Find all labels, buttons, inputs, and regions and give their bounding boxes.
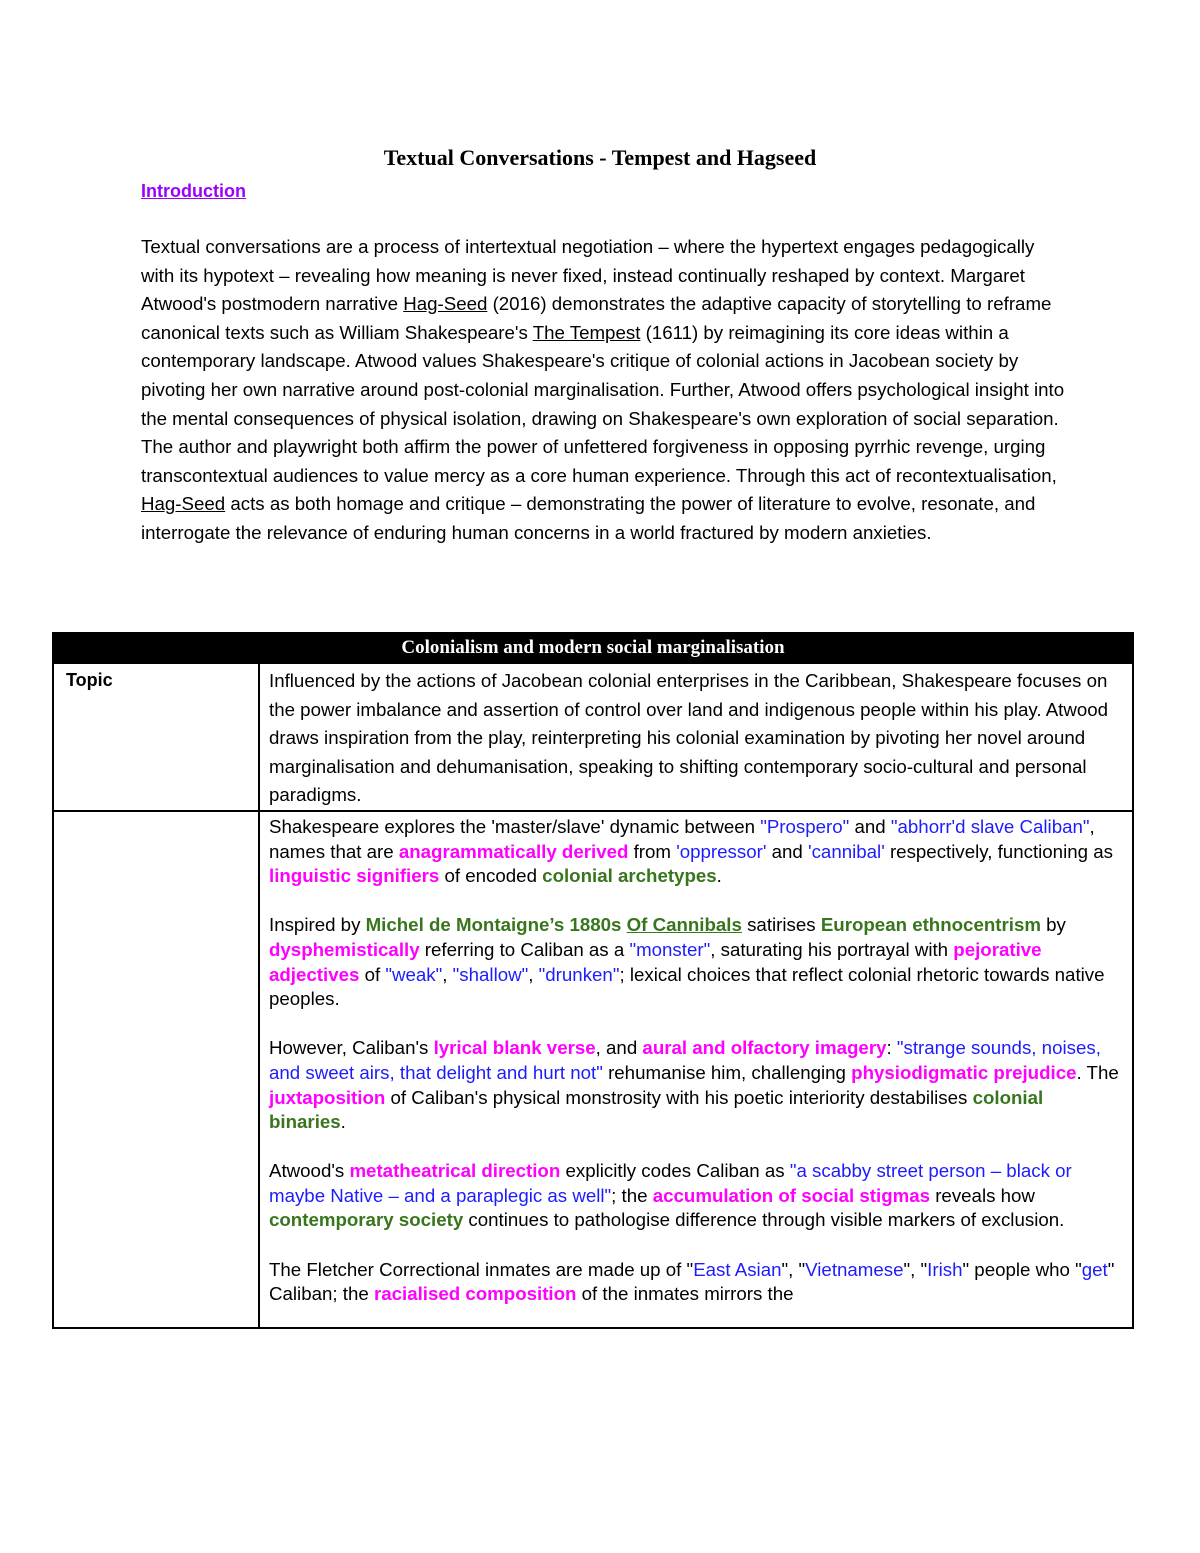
topic-label: Topic (66, 670, 113, 690)
text: ", " (781, 1258, 806, 1280)
quote: "strange sounds, noises, and sweet airs, that delight and hurt not" (269, 1037, 1101, 1083)
quote: get (1081, 1258, 1108, 1280)
quote: East Asian (693, 1258, 782, 1280)
quote: "Prospero" (760, 815, 850, 837)
text: " people who " (962, 1258, 1082, 1280)
technique: physiodigmatic prejudice (851, 1061, 1077, 1083)
technique: anagrammatically derived (398, 840, 629, 862)
text: satirises (741, 914, 821, 936)
text: Inspired by (269, 914, 366, 936)
technique: juxtaposition (269, 1086, 386, 1108)
text: . (340, 1111, 346, 1133)
context: colonial binaries (269, 1086, 1044, 1133)
technique: racialised composition (373, 1283, 577, 1305)
analysis-paragraph (269, 913, 1122, 1011)
text: , (442, 963, 453, 985)
intro-text: (1611) by reimagining its core ideas within a contemporary landscape. Atwood values Shakespeare's critique of colonial actions in Jacobean society by pivoting her own narrative around post-colonial marginalisation. Further, Atwood offers psychological insight into the mental consequences of physical isolation, drawing on Shakespeare's own exploration of social separation. The author and playwright both affirm the power of unfettered forgiveness in opposing pyrrhic revenge, urging transcontextual audiences to value mercy as a core human experience. Through this act of recontextualisation, (141, 321, 1065, 486)
text: The Fletcher Correctional inmates are made up of " (269, 1258, 694, 1280)
context: contemporary society (269, 1209, 464, 1231)
text: Shakespeare explores the 'master/slave' dynamic between (269, 815, 761, 837)
empty-cell (53, 811, 259, 1328)
quote: Vietnamese (805, 1258, 904, 1280)
table-row (53, 811, 1133, 1328)
intro-text: (2016) demonstrates the adaptive capacity of storytelling to reframe canonical texts such as William Shakespeare's (141, 293, 1052, 343)
text: respectively, functioning as (884, 840, 1113, 862)
topic-text-cell (259, 663, 1133, 811)
text: : (886, 1037, 897, 1059)
text: . (716, 865, 722, 887)
table-row (53, 663, 1133, 811)
intro-text: acts as both homage and critique – demonstrating the power of literature to evolve, resonate, and interrogate the relevance of enduring human concerns in a world fractured by modern anxieties. (141, 493, 1036, 543)
quote: "monster" (629, 938, 711, 960)
table-header: Colonialism and modern social marginalisation (53, 633, 1133, 663)
text: However, Caliban's (269, 1037, 434, 1059)
quote: 'oppressor' (676, 840, 767, 862)
text: , and (595, 1037, 643, 1059)
context-title: Of Cannibals (626, 914, 742, 936)
document-title: Textual Conversations - Tempest and Hagseed (383, 145, 817, 170)
quote: "a scabby street person – black or maybe Native – and a paraplegic as well" (269, 1160, 1072, 1206)
quote: Irish (927, 1258, 963, 1280)
topic-label-cell (53, 663, 259, 811)
technique: lyrical blank verse (433, 1037, 596, 1059)
analysis-table (52, 632, 1134, 1329)
text: Atwood's (269, 1160, 350, 1182)
text: continues to pathologise difference through visible markers of exclusion. (463, 1209, 1065, 1231)
quote: 'cannibal' (808, 840, 885, 862)
text: by (1040, 914, 1066, 936)
intro-text: Textual conversations are a process of intertextual negotiation – where the hypertext engages pedagogically with its hypotext – revealing how meaning is never fixed, instead continually reshaped by context. Margaret Atwood's postmodern narrative (141, 236, 1035, 315)
analysis-paragraph (269, 1159, 1122, 1233)
technique: accumulation of social stigmas (652, 1184, 931, 1206)
text: , (528, 963, 539, 985)
technique: linguistic signifiers (269, 865, 440, 887)
text-title-hagseed: Hag-Seed (141, 493, 226, 515)
text: referring to Caliban as a (419, 938, 630, 960)
quote: "drunken" (538, 963, 620, 985)
context: European ethnocentrism (820, 914, 1041, 936)
text: of Caliban's physical monstrosity with his poetic interiority destabilises (385, 1086, 973, 1108)
text: and (849, 815, 891, 837)
analysis-content (260, 812, 1132, 1327)
context: colonial archetypes (542, 865, 717, 887)
text: explicitly codes Caliban as (560, 1160, 790, 1182)
technique: metatheatrical direction (349, 1160, 561, 1182)
text: ; the (611, 1184, 653, 1206)
topic-text: Influenced by the actions of Jacobean colonial enterprises in the Caribbean, Shakespeare focuses on the power imbalance and assertion of control over land and indigenous people within his play. Atwood draws inspiration from the play, reinterpreting his colonial examination by pivoting her novel around marginalisation and dehumanisation, speaking to shifting contemporary socio-cultural and personal paradigms. (269, 670, 1109, 806)
analysis-paragraph (269, 1036, 1122, 1134)
text: of (359, 963, 386, 985)
text: , names that are (269, 815, 1095, 862)
text: of encoded (439, 865, 543, 887)
context: Michel de Montaigne’s 1880s (365, 914, 627, 936)
intro-paragraph (141, 233, 1066, 548)
analysis-paragraph (269, 815, 1122, 889)
text: and (766, 840, 809, 862)
technique: dysphemistically (269, 938, 420, 960)
text-title-tempest: The Tempest (532, 321, 641, 343)
technique: pejorative adjectives (269, 938, 1042, 985)
text: " Caliban; the (269, 1258, 1115, 1305)
text: from (628, 840, 677, 862)
text-title-hagseed: Hag-Seed (403, 293, 488, 315)
text: ; lexical choices that reflect colonial rhetoric towards native peoples. (269, 963, 1105, 1010)
text: of the inmates mirrors the (576, 1283, 794, 1305)
technique: aural and olfactory imagery (642, 1037, 887, 1059)
quote: "shallow" (452, 963, 529, 985)
text: . The (1076, 1061, 1119, 1083)
quote: "abhorr'd slave Caliban" (890, 815, 1090, 837)
text: ", " (903, 1258, 928, 1280)
quote: "weak" (385, 963, 443, 985)
text: rehumanise him, challenging (602, 1061, 852, 1083)
analysis-cell (259, 811, 1133, 1328)
text: , saturating his portrayal with (710, 938, 954, 960)
analysis-paragraph (269, 1258, 1122, 1307)
intro-heading: Introduction (141, 181, 246, 201)
text: reveals how (930, 1184, 1035, 1206)
